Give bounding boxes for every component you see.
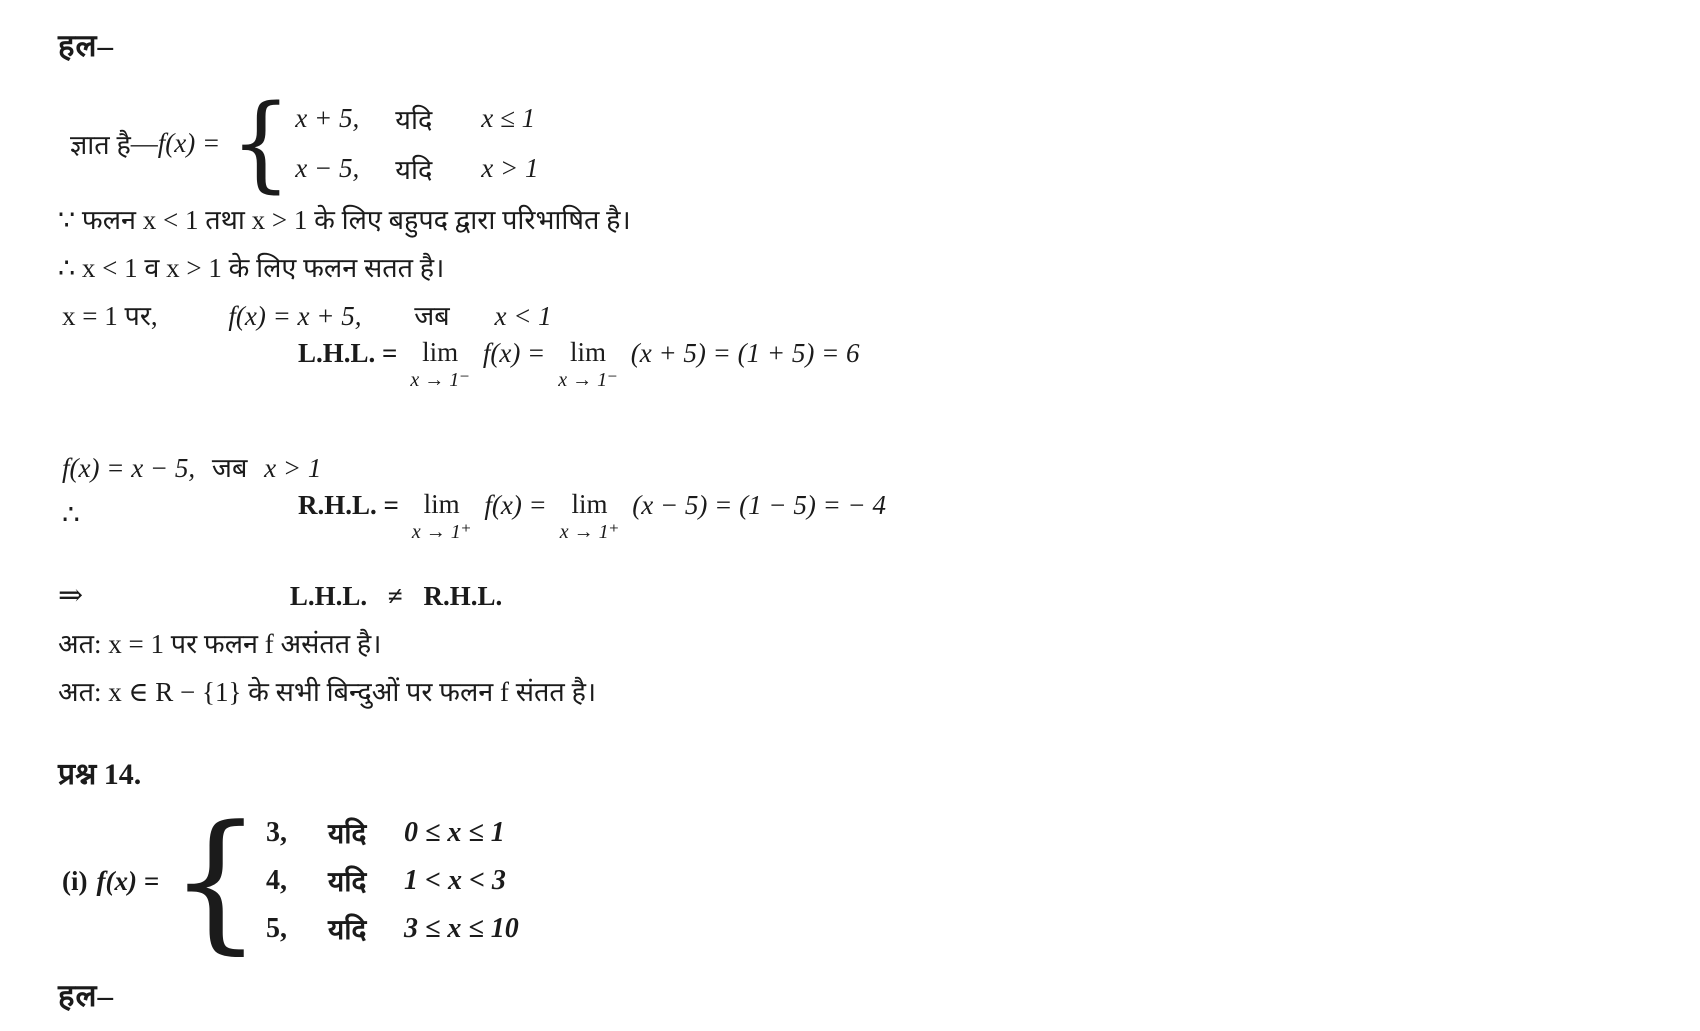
case-condition-word: यदि bbox=[395, 154, 433, 185]
solution1-heading: हल– bbox=[58, 28, 114, 63]
jab-word: जब bbox=[414, 301, 450, 331]
case-condition: x > 1 bbox=[481, 152, 539, 183]
condition-segment: x > 1 bbox=[264, 453, 322, 483]
lim-text: lim bbox=[569, 337, 606, 367]
q14-lhs bbox=[62, 866, 159, 897]
lim-text: lim bbox=[571, 489, 608, 519]
given-function-notation: f(x) = bbox=[157, 127, 221, 158]
fx-definition-segment: f(x) = x − 5, bbox=[62, 453, 196, 483]
case-condition: x ≤ 1 bbox=[481, 102, 536, 133]
case-expression: 4, bbox=[265, 865, 287, 896]
given-dash: — bbox=[130, 127, 158, 158]
not-equal-symbol: ≠ bbox=[387, 581, 403, 611]
q14-cases-list bbox=[266, 809, 519, 953]
lim-subscript: x → 1⁺ bbox=[559, 521, 620, 544]
case-condition-word: यदि bbox=[395, 104, 433, 135]
case-condition-word: यदि bbox=[327, 915, 367, 946]
jab-word: जब bbox=[211, 453, 248, 483]
at-x1-text: x = 1 पर, bbox=[62, 301, 158, 331]
conclusion-continuous-line: अत: x ∈ R − {1} के सभी बिन्दुओं पर फलन f संतत है। bbox=[58, 677, 597, 707]
question-14-heading: प्रश्न 14. bbox=[58, 758, 142, 791]
lim-text: lim bbox=[423, 489, 460, 519]
therefore-continuous-line: ∴ x < 1 व x > 1 के लिए फलन सतत है। bbox=[58, 253, 445, 283]
case-expression: x + 5, bbox=[295, 102, 360, 133]
left-brace-icon: { bbox=[230, 82, 292, 204]
because-polynomial-line: ∵ फलन x < 1 तथा x > 1 के लिए बहुपद द्वारा परिभाषित है। bbox=[58, 205, 631, 235]
case-condition: 1 < x < 3 bbox=[403, 865, 506, 896]
rhl-equation bbox=[298, 490, 886, 543]
case-condition: 3 ≤ x ≤ 10 bbox=[403, 913, 519, 944]
fx-definition-segment: f(x) = x + 5, bbox=[228, 301, 362, 331]
case-expression: 5, bbox=[265, 913, 287, 944]
conclusion-discontinuous-line: अत: x = 1 पर फलन f असंतत है। bbox=[58, 629, 382, 659]
solution2-heading: हल– bbox=[58, 978, 114, 1013]
lim-subscript: x → 1⁻ bbox=[558, 369, 618, 392]
lhl-result: (x + 5) = (1 + 5) = 6 bbox=[630, 338, 860, 368]
limit-notation bbox=[560, 490, 619, 543]
case-row bbox=[295, 143, 538, 193]
given-lhs bbox=[70, 125, 220, 162]
lim-subscript: x → 1⁻ bbox=[410, 369, 470, 392]
case-condition-word: यदि bbox=[327, 819, 367, 850]
rhl-label: R.H.L. = bbox=[298, 490, 399, 520]
given-prefix-text: ज्ञात है bbox=[70, 129, 131, 160]
implies-arrow-icon: ⇒ bbox=[58, 579, 84, 612]
q14-function-notation: f(x) = bbox=[96, 865, 160, 896]
lhl-text: L.H.L. bbox=[289, 581, 368, 611]
case-expression: x − 5, bbox=[295, 152, 360, 183]
lim-text: lim bbox=[422, 337, 459, 367]
q14-part-label: (i) bbox=[62, 865, 88, 896]
therefore-symbol: ∴ bbox=[62, 500, 80, 531]
implies-line bbox=[58, 578, 502, 613]
rhl-result: (x − 5) = (1 − 5) = − 4 bbox=[632, 490, 887, 520]
case-row bbox=[266, 809, 519, 857]
lim-subscript: x → 1⁺ bbox=[411, 521, 472, 544]
left-brace-icon: { bbox=[169, 793, 262, 969]
case-condition: 0 ≤ x ≤ 1 bbox=[403, 817, 505, 848]
fx-equals-segment: f(x) = bbox=[484, 490, 547, 520]
limit-notation bbox=[410, 338, 469, 391]
case-row bbox=[295, 93, 538, 143]
rhl-text: R.H.L. bbox=[423, 581, 503, 611]
fx-x-minus-5-line bbox=[62, 448, 321, 485]
given-cases-list bbox=[295, 93, 538, 193]
case-expression: 3, bbox=[265, 817, 287, 848]
lhl-label: L.H.L. = bbox=[298, 338, 398, 368]
question14-function-block bbox=[62, 793, 519, 969]
limit-notation bbox=[558, 338, 617, 391]
limit-notation bbox=[412, 490, 471, 543]
case-condition-word: यदि bbox=[327, 867, 367, 898]
at-x-equals-1-line bbox=[62, 296, 552, 333]
case-row bbox=[266, 905, 519, 953]
case-row bbox=[266, 857, 519, 905]
fx-equals-segment: f(x) = bbox=[482, 338, 546, 368]
lhl-equation bbox=[298, 338, 860, 391]
condition-segment: x < 1 bbox=[494, 301, 552, 331]
given-function-block bbox=[70, 82, 539, 204]
